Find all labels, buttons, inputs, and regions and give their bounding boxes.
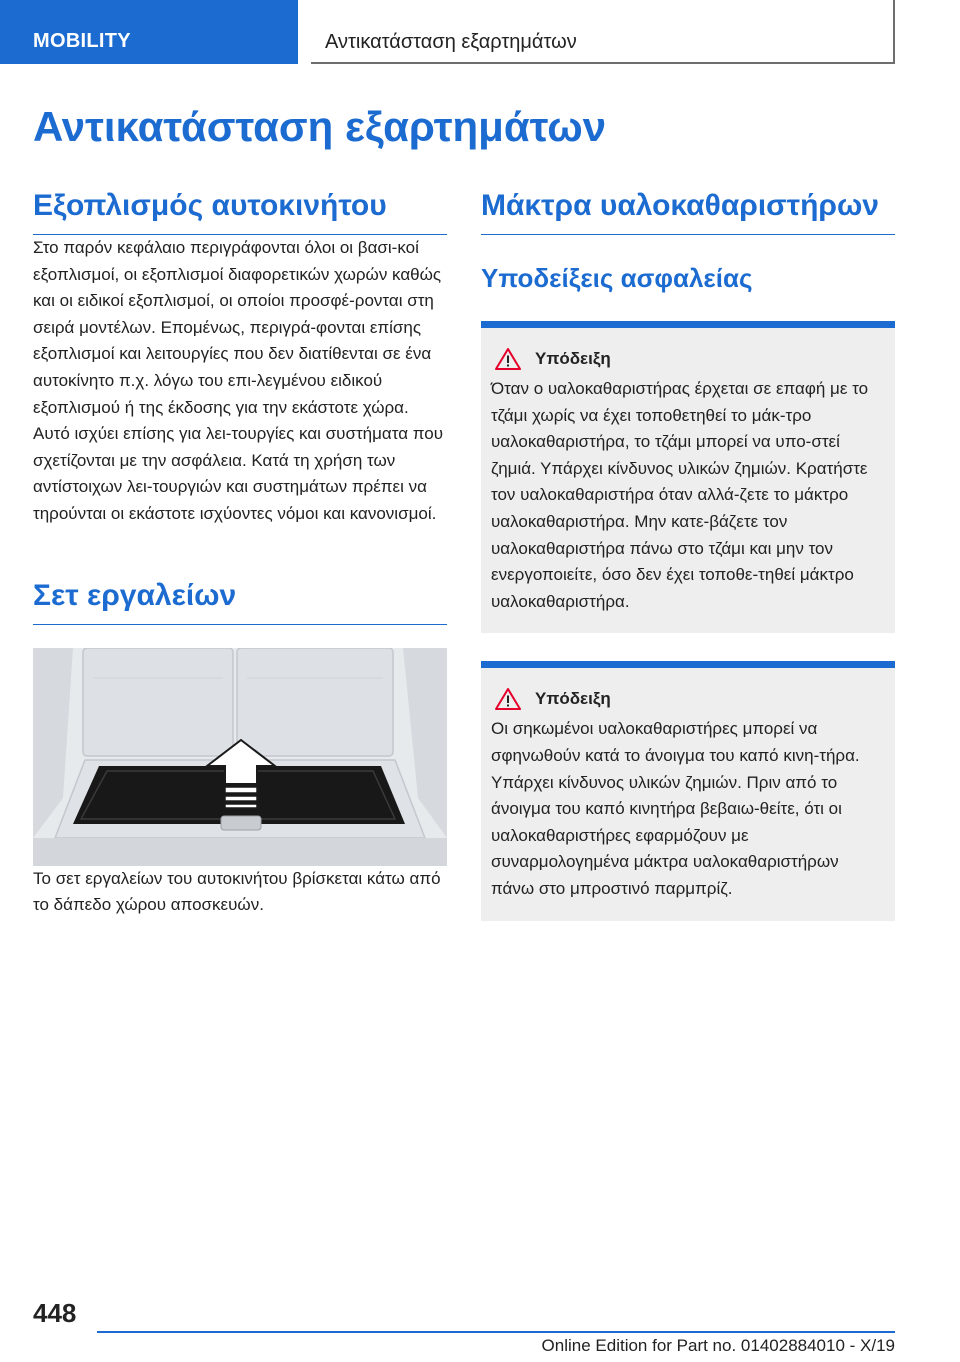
tool-kit-caption: Το σετ εργαλείων του αυτοκινήτου βρίσκεται κάτω από το δάπεδο χώρου αποσκευών. [33, 868, 441, 915]
tool-kit-heading: Σετ εργαλείων [33, 576, 447, 625]
warning-box [481, 661, 895, 920]
page-title: Αντικατάσταση εξαρτημάτων [33, 103, 607, 150]
tool-kit-illustration [33, 648, 447, 866]
wiper-blades-heading: Μάκτρα υαλοκαθαριστήρων [481, 186, 895, 235]
right-column [481, 186, 895, 921]
header-chapter-tab[interactable]: MOBILITY [0, 0, 298, 64]
warning-triangle-icon [495, 347, 521, 371]
trunk-floor-illustration [33, 648, 447, 866]
left-column [33, 186, 447, 919]
warning-title: Υπόδειξη [535, 688, 611, 708]
warning-header [491, 345, 883, 372]
header-section-title: Αντικατάσταση εξαρτημάτων [311, 0, 895, 64]
equipment-heading: Εξοπλισμός αυτοκινήτου [33, 186, 447, 235]
footer-divider [97, 1331, 895, 1333]
footer-edition: Online Edition for Part no. 01402884010 - X/19 [541, 1336, 895, 1355]
warning-text: Οι σηκωμένοι υαλοκαθαριστήρες μπορεί να σφηνωθούν κατά το άνοιγμα του καπό κινη-τήρα. Υπάρχει κίνδυνος υλικών ζημιών. Πριν από το άνοιγμα του καπό κινητήρα βεβαιω-θείτε, ότι οι υαλοκαθαριστήρες εφαρμόζουν με συναρμολογημένα μάκτρα υαλοκαθαριστήρων πάνω στο μπροστινό παρμπρίζ. [491, 719, 860, 898]
warning-title: Υπόδειξη [535, 348, 611, 368]
equipment-paragraph: Στο παρόν κεφάλαιο περιγράφονται όλοι οι βασι-κοί εξοπλισμοί, οι εξοπλισμοί διαφορετικών χωρών καθώς και οι ειδικοί εξοπλισμοί, οι οποίοι προσφέ-ρονται στη σειρά μοντέλων. Επομένως, περιγρά-φονται επίσης εξοπλισμοί και λειτουργίες που δεν διατίθενται σε ένα αυτοκίνητο π.χ. λόγω του επι-λεγμένου ειδικού εξοπλισμού ή της έκδοσης για την εκάστοτε χώρα. Αυτό ισχύει επίσης για λει-τουργίες και συστήματα που σχετίζονται με την ασφάλεια. Κατά τη χρήση των αντίστοιχων λει-τουργιών και συστημάτων πρέπει να τηρούνται οι εκάστοτε ισχύοντες νόμοι και κανονισμοί. [33, 238, 444, 523]
warning-text: Όταν ο υαλοκαθαριστήρας έρχεται σε επαφή με το τζάμι χωρίς να έχει τοποθετηθεί το μάκ-τρο υαλοκαθαριστήρα, το τζάμι μπορεί να υπο-στεί ζημιά. Υπάρχει κίνδυνος υλικών ζημιών. Κρατήστε τον υαλοκαθαριστήρα όταν αλλά-ζετε το μάκτρο υαλοκαθαριστήρα. Μην κατε-βάζετε τον υαλοκαθαριστήρα πάνω στο τζάμι και μην τον ενεργοποιείτε, όσο δεν έχει τοποθε-τηθεί μάκτρο υαλοκαθαριστήρα. [491, 379, 869, 611]
safety-notes-heading: Υποδείξεις ασφαλείας [481, 263, 753, 293]
warning-box [481, 321, 895, 633]
warning-header [491, 685, 883, 712]
page-number: 448 [33, 1298, 77, 1328]
warning-triangle-icon [495, 687, 521, 711]
